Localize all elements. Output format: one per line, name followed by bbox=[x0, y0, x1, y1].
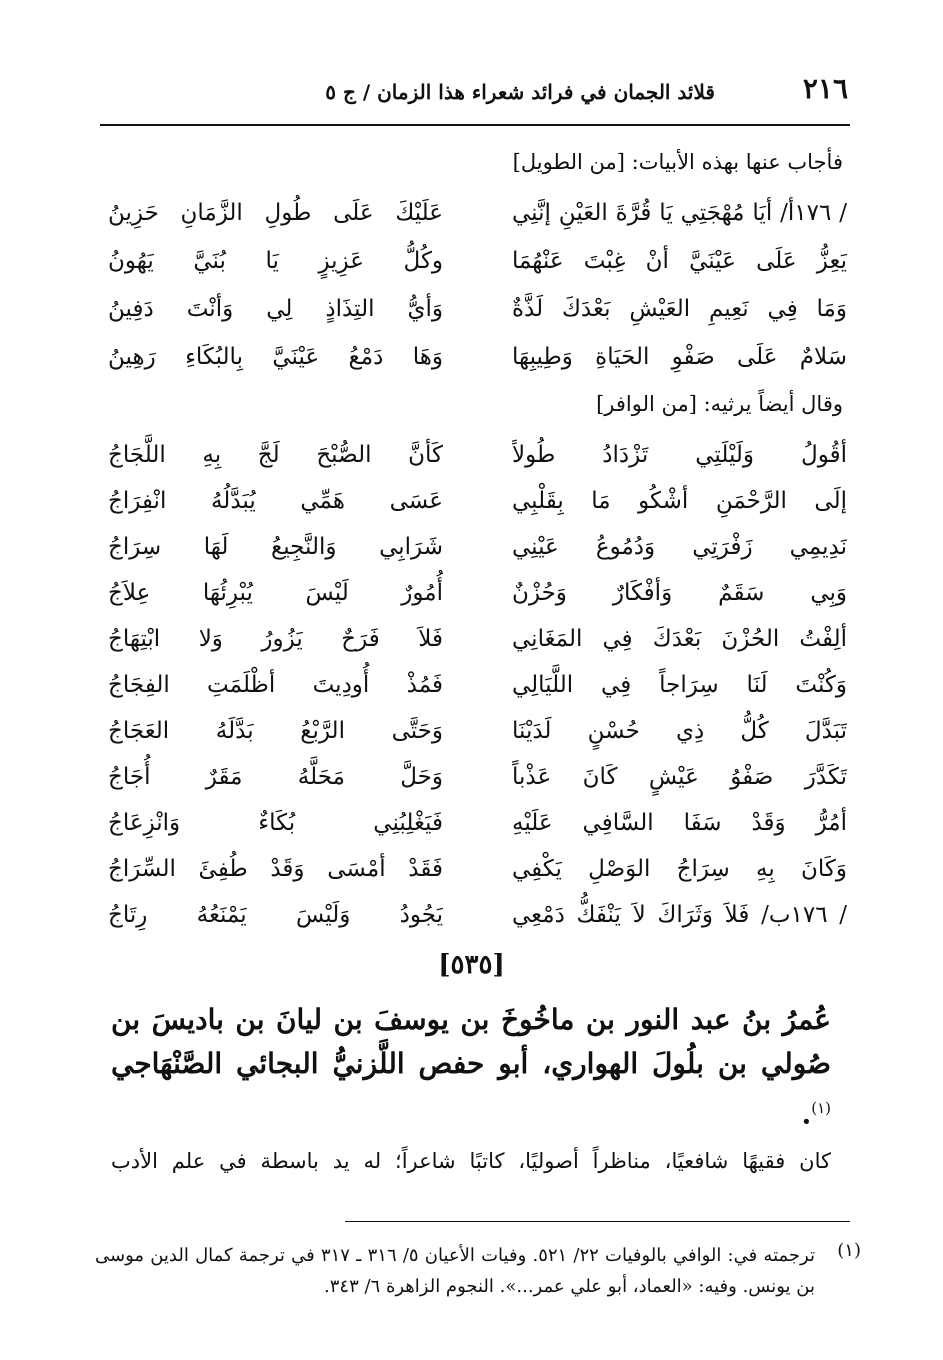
heading-end: . bbox=[801, 1097, 812, 1131]
footnote-number: (١) bbox=[837, 1240, 861, 1261]
verse-second-hemistich: وَحَتَّى الرَّبْعُ بَدَّلَهُ العَجَاجُ bbox=[108, 718, 443, 744]
page-header bbox=[100, 70, 850, 110]
verse-second-hemistich: أُمُورٌ لَيْسَ يُبْرِئُهَا عِلاَجُ bbox=[108, 580, 443, 606]
verse-first-hemistich: وَكَانَ بِهِ سِرَاجُ الوَصْلِ يَكْفِي bbox=[512, 856, 847, 882]
verse-second-hemistich: وكُلُّ عَزِيزٍ يَا بُنَيَّ يَهُونُ bbox=[108, 248, 443, 274]
verse-first-hemistich: تَبَدَّلَ كُلُّ ذِي حُسْنٍ لَدَيْنَا bbox=[512, 718, 847, 744]
verse-line bbox=[0, 190, 943, 236]
verse-line bbox=[0, 570, 943, 616]
verse-first-hemistich: وَكُنْتَ لَنَا سِرَاجاً فِي اللَّيَالِي bbox=[512, 672, 847, 698]
verse-first-hemistich: / ١٧٦ب/ فَلاَ وَثَرَاكَ لاَ يَنْفَكُّ دَمْعِي bbox=[512, 902, 847, 928]
verse-line bbox=[0, 662, 943, 708]
page-number: ٢١٦ bbox=[802, 72, 848, 105]
verse-line bbox=[0, 478, 943, 524]
verse-first-hemistich: وَمَا فِي نَعِيمِ العَيْشِ بَعْدَكَ لَذَّةٌ bbox=[512, 296, 847, 322]
verse-line bbox=[0, 800, 943, 846]
verse-line bbox=[0, 708, 943, 754]
poem1-intro: فأجاب عنها بهذه الأبيات: [من الطويل] bbox=[512, 150, 843, 174]
verse-line bbox=[0, 334, 943, 380]
entry-number: [٥٣٥] bbox=[438, 950, 505, 980]
verse-first-hemistich: وَبِي سَقَمٌ وَأفْكَارٌ وَحُزْنٌ bbox=[512, 580, 847, 606]
verse-second-hemistich: وَحَلَّ مَحَلَّهُ مَقَرٌ أُجَاجُ bbox=[108, 764, 443, 790]
verse-line bbox=[0, 432, 943, 478]
verse-second-hemistich: فَقَدْ أمْسَى وَقَدْ طُفِئَ السِّرَاجُ bbox=[108, 856, 443, 882]
biography-heading bbox=[111, 998, 831, 1136]
header-divider bbox=[100, 124, 850, 126]
verse-second-hemistich: شَرَابِي وَالنَّجِيعُ لَهَا سِرَاجُ bbox=[108, 534, 443, 560]
verse-first-hemistich: أقُولُ وَلَيْلَتِي تَزْدَادُ طُولاً bbox=[512, 442, 847, 468]
verse-first-hemistich: ألِفْتُ الحُزْنَ بَعْدَكَ فِي المَغَانِي bbox=[512, 626, 847, 652]
poem2-intro: وقال أيضاً يرثيه: [من الوافر] bbox=[596, 392, 843, 416]
verse-first-hemistich: نَدِيمِي زَفْرَتِي وَدُمُوعُ عَيْنِي bbox=[512, 534, 847, 560]
verse-line bbox=[0, 892, 943, 938]
footnote-text: ترجمته في: الوافي بالوفيات ٢٢/ ٥٢١. وفيات الأعيان ٥/ ٣١٦ ـ ٣١٧ في ترجمة كمال الدين موسى بن يونس. وفيه: «العماد، أبو علي عمر...». النجوم الزاهرة ٦/ ٣٤٣. bbox=[95, 1245, 815, 1297]
verse-second-hemistich: فَمُذْ أُودِيتَ أظْلَمَتِ الفِجَاجُ bbox=[108, 672, 443, 698]
verse-line bbox=[0, 524, 943, 570]
verse-second-hemistich: كَأنَّ الصُّبْحَ لَجَّ بِهِ اللَّجَاجُ bbox=[108, 442, 443, 468]
biography-heading-text: عُمرُ بنُ عبد النور بن ماخُوخَ بن يوسفَ بن ليانَ بن باديسَ بن صُولي بن بلُولَ الهواري، أبو حفص اللَّزنيُّ البجائي الصَّنْهَاجي bbox=[111, 1003, 831, 1080]
verse-line bbox=[0, 846, 943, 892]
verse-second-hemistich: فَلاَ فَرَحٌ يَزُورُ وَلا ابْتِهَاجُ bbox=[108, 626, 443, 652]
verse-second-hemistich: وَهَا دَمْعُ عَيْنَيَّ بِالبُكَاءِ رَهِينُ bbox=[108, 344, 443, 370]
verse-second-hemistich: وَأيُّ التِذَاذٍ لِي وَأنْتَ دَفِينُ bbox=[108, 296, 443, 322]
verse-first-hemistich: إلَى الرَّحْمَنِ أشْكُو مَا بِقَلْبِي bbox=[512, 488, 847, 514]
verse-first-hemistich: تَكَدَّرَ صَفْوُ عَيْشٍ كَانَ عَذْباً bbox=[512, 764, 847, 790]
biography-text: كان فقيهًا شافعيًا، مناظراً أصوليًا، كاتبًا شاعراً؛ له يد باسطة في علم الأدب bbox=[111, 1149, 831, 1173]
verse-line bbox=[0, 754, 943, 800]
footnote-divider bbox=[345, 1221, 850, 1222]
verse-first-hemistich: / ١٧٦أ/ أيَا مُهْجَتِي يَا قُرَّةَ العَيْنِ إنَّنِي bbox=[512, 200, 847, 226]
running-title: قلائد الجمان في فرائد شعراء هذا الزمان / ج ٥ bbox=[325, 80, 715, 104]
verse-first-hemistich: يَعِزُّ عَلَى عَيْنَيَّ أنْ غِبْتَ عَنْهُمَا bbox=[512, 248, 847, 274]
footnote-marker[interactable]: (١) bbox=[811, 1099, 831, 1117]
verse-line bbox=[0, 238, 943, 284]
verse-first-hemistich: سَلامٌ عَلَى صَفْوِ الحَيَاةِ وَطِيبِهَا bbox=[512, 344, 847, 370]
verse-second-hemistich: فَيَغْلِبُنِي بُكَاءٌ وَانْزِعَاجُ bbox=[108, 810, 443, 836]
verse-second-hemistich: عَلَيْكَ عَلَى طُولِ الزَّمَانِ حَزِينُ bbox=[108, 200, 443, 226]
verse-second-hemistich: يَجُودُ وَلَيْسَ يَمْنَعُهُ رِتَاجُ bbox=[108, 902, 443, 928]
verse-second-hemistich: عَسَى هَمِّي يُبَدَّلُهُ انْفِرَاجُ bbox=[108, 488, 443, 514]
verse-first-hemistich: أمُرُّ وَقَدْ سَفَا السَّافِي عَلَيْهِ bbox=[512, 810, 847, 836]
verse-line bbox=[0, 616, 943, 662]
verse-line bbox=[0, 286, 943, 332]
